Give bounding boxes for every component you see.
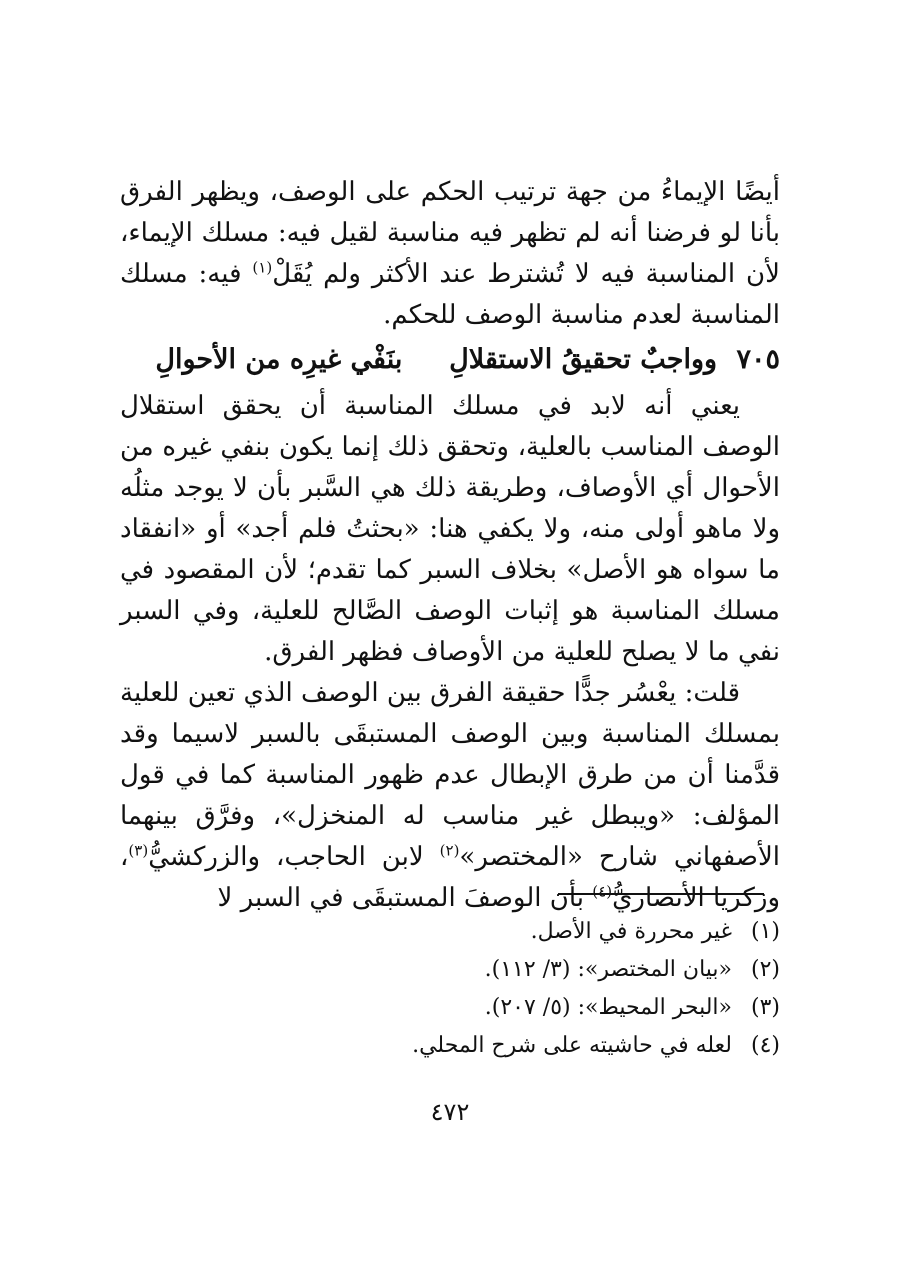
footnote <box>120 989 780 1027</box>
footnote-ref-2: (٢) <box>439 841 460 860</box>
footnote <box>120 951 780 989</box>
paragraph-3-text-a: قلت: يعْسُر جدًّا حقيقة الفرق بين الوصف الذي تعين للعلية بمسلك المناسبة وبين الوصف المستبقَى بالسبر لاسيما وقد قدَّمنا أن من طرق الإبطال عدم ظهور المناسبة كما في قول المؤلف: «ويبطل غير مناسب له المنخزل»، وفرَّق بينهما الأصفهاني شارح «المختصر» <box>120 678 781 872</box>
footnote-ref-1: (١) <box>252 258 273 277</box>
footnote-number: (٢) <box>750 957 780 982</box>
verse-number: ٧٠٥ <box>736 344 780 375</box>
verse-heading <box>120 338 780 382</box>
paragraph-3-text-d: بأن الوصفَ المستبقَى في السبر لا <box>217 883 593 913</box>
footnote-separator <box>558 893 764 895</box>
footnote-number: (٣) <box>750 995 780 1020</box>
footnote-text: «البحر المحيط»: (٥/ ٢٠٧). <box>484 995 732 1020</box>
paragraph-1-text: أيضًا الإيماءُ من جهة ترتيب الحكم على الوصف، ويظهر الفرق بأنا لو فرضنا أنه لم تظهر فيه مناسبة لقيل فيه: مسلك الإيماء، لأن المناسبة فيه لا تُشترط عند الأكثر ولم يُقَلْ <box>120 177 780 289</box>
footnote-text: لعله في حاشيته على شرح المحلي. <box>412 1033 732 1058</box>
footnote-ref-4: (٤) <box>592 882 613 901</box>
verse-hemistich-1: وواجبٌ تحقيقُ الاستقلالِ <box>449 344 718 375</box>
footnote <box>120 1027 780 1065</box>
paragraph-1 <box>120 172 780 336</box>
verse-hemistich-2: بنَفْي غيرِه من الأحوالِ <box>155 344 403 375</box>
page-number: ٤٧٢ <box>430 1098 470 1126</box>
paragraph-3-text-c: ، وزكريا الأنصاريُّ <box>120 842 780 913</box>
footnotes <box>120 913 780 1065</box>
paragraph-1-tail: فيه: مسلك المناسبة لعدم مناسبة الوصف للحكم. <box>120 259 780 330</box>
paragraph-3-text-b: لابن الحاجب، والزركشيُّ <box>148 842 440 872</box>
paragraph-2: يعني أنه لابد في مسلك المناسبة أن يحقق استقلال الوصف المناسب بالعلية، وتحقق ذلك إنما يكون بنفي غيره من الأحوال أي الأوصاف، وطريقة ذلك هي السَّبر بأن لا يوجد مثلُه ولا ماهو أولى منه، ولا يكفي هنا: «بحثتُ فلم أجد» أو «انفقاد ما سواه هو الأصل» بخلاف السبر كما تقدم؛ لأن المقصود في مسلك المناسبة هو إثبات الوصف الصَّالح للعلية، وفي السبر نفي ما لا يصلح للعلية من الأوصاف فظهر الفرق. <box>120 391 780 667</box>
footnote-ref-3: (٣) <box>128 841 149 860</box>
footnote <box>120 913 780 951</box>
page-body <box>120 172 780 919</box>
footnote-text: غير محررة في الأصل. <box>530 919 732 944</box>
footnote-number: (١) <box>750 919 780 944</box>
footnote-number: (٤) <box>750 1033 780 1058</box>
paragraph-3 <box>120 673 780 919</box>
footnote-text: «بيان المختصر»: (٣/ ١١٢). <box>484 957 732 982</box>
